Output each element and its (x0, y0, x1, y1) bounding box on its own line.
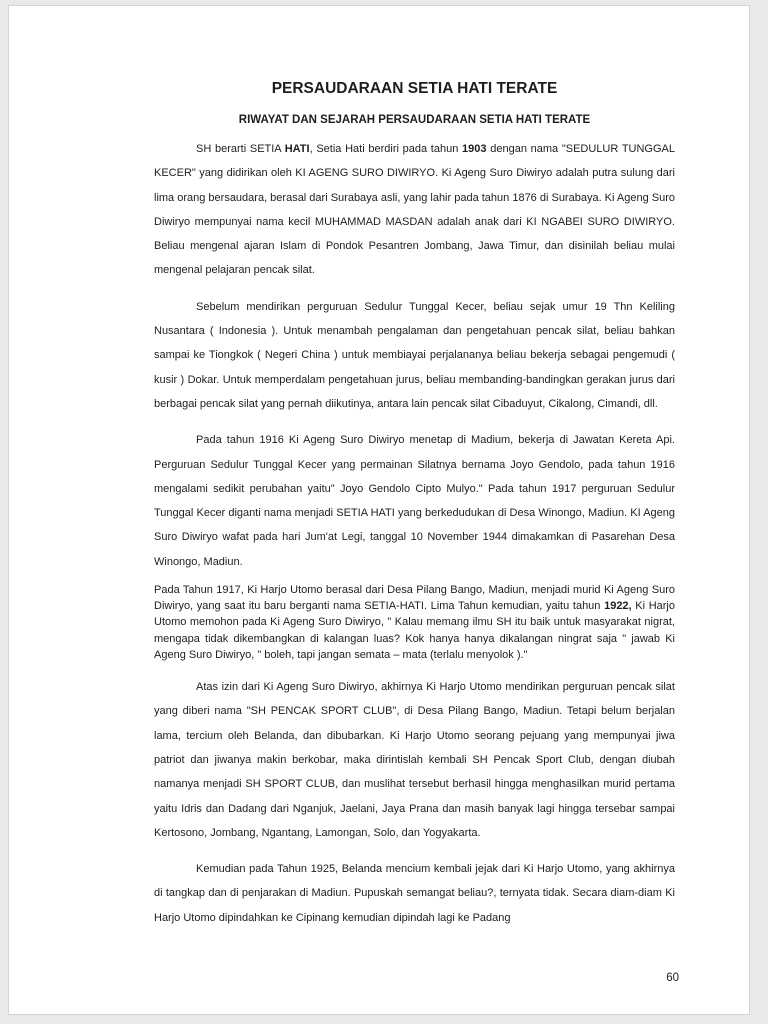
page-number: 60 (666, 972, 679, 984)
paragraph (154, 675, 675, 845)
paragraph (154, 137, 675, 283)
paragraph (154, 295, 675, 416)
text-run: Pada Tahun 1917, Ki Harjo Utomo berasal dari Desa Pilang Bango, Madiun, menjadi murid Ki Ageng Suro Diwiryo, yang saat itu baru berganti nama SETIA-HATI. Lima Tahun kemudian, yaitu tahun (154, 584, 675, 613)
text-run: dengan nama "SEDULUR TUNGGAL KECER" yang didirikan oleh KI AGENG SURO DIWIRYO. Ki Ageng Suro Diwiryo adalah putra sulung dari lima orang bersaudara, berasal dari Surabaya asli, yang lahir pada tahun 1876 di Surabaya. Ki Ageng Suro Diwiryo mempunyai nama kecil MUHAMMAD MASDAN adalah anak dari KI NGABEI SURO DIWIRYO. Beliau mengenal ajaran Islam di Pondok Pesantren Jombang, Jawa Timur, dan disinilah beliau mulai mengenal pelajaran pencak silat. (154, 143, 676, 277)
document-subtitle: RIWAYAT DAN SEJARAH PERSAUDARAAN SETIA HATI TERATE (238, 114, 591, 126)
paragraph (154, 582, 675, 663)
document-title: PERSAUDARAAN SETIA HATI TERATE (271, 80, 558, 97)
bold-text: HATI (284, 143, 310, 155)
text-run: Sebelum mendirikan perguruan Sedulur Tunggal Kecer, beliau sejak umur 19 Thn Keliling Nusantara ( Indonesia ). Untuk menambah pengalaman dan pengetahuan pencak silat, beliau bahkan sampai ke Tiongkok ( Negeri China ) untuk membiayai perjalananya beliau bekerja sebagai pengemudi ( kusir ) Dokar. Untuk memperdalam pengetahuan jurus, beliau membanding-bandingkan gerakan jurus dari berbagai pencak silat yang pernah diikutinya, antara lain pencak silat Cibaduyut, Cikalong, Cimandi, dll. (154, 300, 675, 410)
body-text (154, 137, 675, 930)
document-page (8, 5, 750, 1015)
paragraph-gap (154, 663, 675, 675)
bold-text: 1903 (462, 143, 487, 155)
paragraph-gap (154, 283, 675, 295)
paragraph-gap (154, 845, 675, 857)
text-run: Ki Harjo Utomo memohon pada Ki Ageng Suro Diwiryo, " Kalau memang ilmu SH itu baik untuk masyarakat nigrat, mengapa tidak dikembangkan di kalangan luas? Kok hanya hanya dikalangan ningrat saja " jawab Ki Ageng Suro Diwiryo, " boleh, tapi jangan semata – mata (terlalu menyolok )." (154, 600, 675, 661)
text-run: Atas izin dari Ki Ageng Suro Diwiryo, akhirnya Ki Harjo Utomo mendirikan perguruan pencak silat yang diberi nama "SH PENCAK SPORT CLUB", di Desa Pilang Bango, Madiun. Tetapi belum berjalan lama, tercium oleh Belanda, dan dibubarkan. Ki Harjo Utomo seorang pejuang yang mempunyai jiwa patriot dan jiwanya makin berkobar, maka dirintislah kembali SH Pencak Sport Club, dengan diubah namanya menjadi SH SPORT CLUB, dan muslihat tersebut berhasil hingga menghasilkan murid pertama yaitu Idris dan Dadang dari Nganjuk, Jaelani, Jaya Prana dan masih banyak lagi hingga tersebar sampai Kertosono, Jombang, Ngantang, Lamongan, Solo, dan Yogyakarta. (154, 681, 675, 839)
paragraph (154, 857, 675, 930)
text-run: , Setia Hati berdiri pada tahun (309, 143, 463, 155)
bold-text: 1922, (604, 600, 632, 613)
page-content (154, 76, 675, 930)
paragraph-gap (154, 416, 675, 428)
text-run: Pada tahun 1916 Ki Ageng Suro Diwiryo menetap di Madium, bekerja di Jawatan Kereta Api. Perguruan Sedulur Tunggal Kecer yang permainan Silatnya bernama Joyo Gendolo, pada tahun 1916 mengalami sedikit perubahan yaitu" Joyo Gendolo Cipto Mulyo." Pada tahun 1917 perguruan Sedulur Tunggal Kecer diganti nama menjadi SETIA HATI yang berkedudukan di Desa Winongo, Madiun. KI Ageng Suro Diwiryo wafat pada hari Jum'at Legi, tanggal 10 November 1944 dimakamkan di Pasarehan Desa Winongo, Madiun. (154, 434, 675, 568)
paragraph (154, 428, 675, 574)
text-run: Kemudian pada Tahun 1925, Belanda mencium kembali jejak dari Ki Harjo Utomo, yang akhirnya di tangkap dan di penjarakan di Madiun. Pupuskah semangat beliau?, ternyata tidak. Secara diam-diam Ki Harjo Utomo dipindahkan ke Cipinang kemudian dipindah lagi ke Padang (154, 863, 675, 924)
text-run: SH berarti SETIA (196, 143, 285, 155)
